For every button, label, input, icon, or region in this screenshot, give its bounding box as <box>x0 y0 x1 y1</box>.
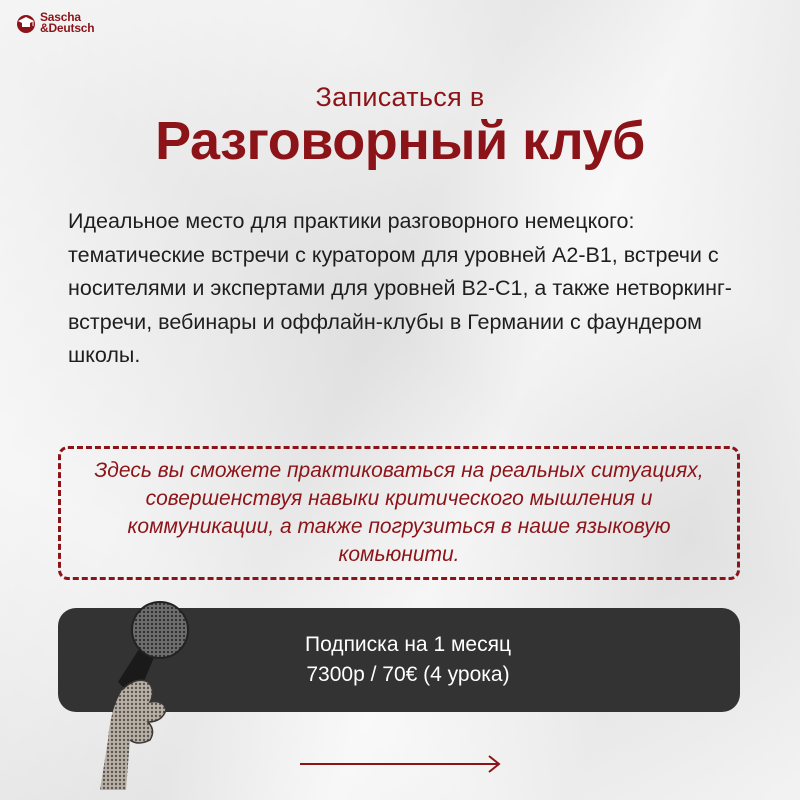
brand-logo[interactable] <box>16 12 94 34</box>
arrow-right-icon[interactable] <box>300 752 504 776</box>
brand-name-line2: &Deutsch <box>40 21 95 35</box>
brand-name-line1: Sascha <box>40 10 81 24</box>
pricing-price: 7300р / 70€ (4 урока) <box>306 663 510 686</box>
graduation-cap-icon <box>16 13 36 33</box>
hand-microphone-image <box>78 590 223 795</box>
header-kicker: Записаться в <box>315 82 485 112</box>
pricing-text <box>258 630 558 690</box>
pricing-plan: Подписка на 1 месяц <box>305 633 511 656</box>
brand-name <box>40 12 94 34</box>
quote-text: Здесь вы сможете практиковаться на реальных ситуациях, совершенствуя навыки критического мышления и коммуникации, а также погрузиться в наше языковую комьюнити. <box>94 459 704 566</box>
quote-box <box>58 446 740 580</box>
description-text: Идеальное место для практики разговорного немецкого: тематические встречи с куратором для уровней A2-B1, встречи с носителями и экспертами для уровней B2-C1, а также нетворкинг-встречи, вебинары и оффлайн-клубы в Германии с фаундером школы. <box>68 209 732 367</box>
page-title: Разговорный клуб <box>155 111 645 171</box>
